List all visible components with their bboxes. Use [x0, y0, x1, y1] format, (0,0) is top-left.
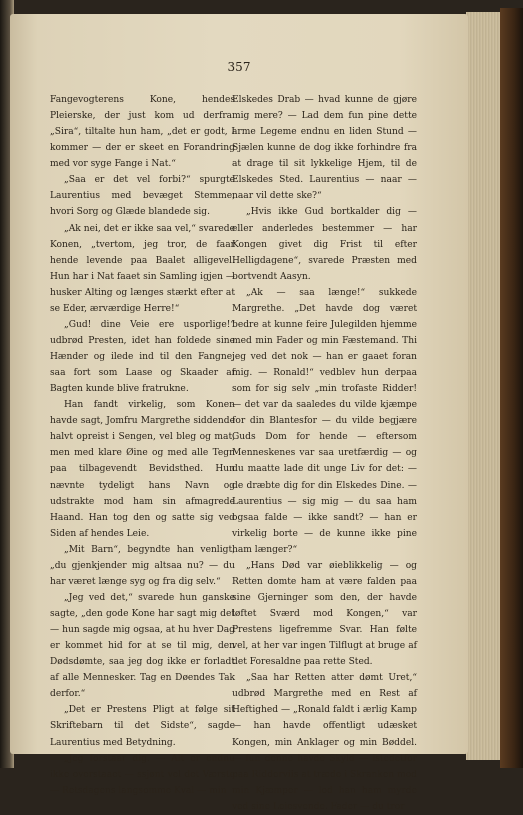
paragraph: „Jeg forstaar dig. — Alt er endnu ikke overstaaet — ssjønt vel det Værste — Retsdagens langsomme Kval — min — [50, 753, 235, 796]
paragraph: „Jeg ved det,“ svarede hun ganske sagte, „den gode Kone har sagt mig det — hun sagde mig ogsaa, at hu hver Dag er kommet hid for at se til mig, den Dødsdømte, saa jeg dog ikke er forladt af alle Mennesker. Tag en Døendes Tak derfor.“ — [50, 592, 235, 700]
paragraph: Fangevogterens Kone, hendes Pleierske, der just kom ud derfra. „Sira“, tiltalte hun ham, „det er godt, I kommer — der er skeet en Forandring med vor syge Fange i Nat.“ — [50, 95, 235, 170]
paragraph: „Gud! dine Veie ere usporlige!“ udbrød Presten, idet han foldede sine Hænder og ilede ind til den Fangne, saa fort som Laase og Skaader af Bagten kunde blive fratrukne. — [50, 319, 235, 395]
book-cover-edge — [500, 8, 523, 768]
paragraph: „Mit Barn“, begyndte han venligt, „du gjenkjender mig altsaa nu? — du har været længe syg og fra dig selv.“ — [50, 544, 235, 587]
paragraph: „Saa har Retten atter dømt Uret,“ udbrød Margrethe med en Rest af Heftighed — „Ronald faldt i ærlig Kamp — han havde offentligt udæsket Kongen, min Anklager og min Bøddel. — fun denne havde Skyld — istedetfor paa Ridderviis at træde i Skranken mod min Kjæmper — lod han ham myrde ved sine Leiesvende. Fader — du tror — [232, 673, 417, 812]
paragraph: „Ak nei, det er ikke saa vel,“ svarede Konen, „tvertom, jeg tror, de faar hende levende paa Baalet alligevel. Hun har i Nat faaet sin Samling igjen — husker Alting og længes stærkt efter at se Eder, ærværdige Herre!“ — [50, 223, 235, 314]
left-text-column — [50, 92, 235, 796]
paragraph: „Hvis ikke Gud bortkalder dig — eller anderledes bestemmer — har Kongen givet dig Frist til efter Helligdagene“, svarede Præsten med bortvendt Aasyn. — [232, 207, 417, 282]
paragraph: „Saa er det vel forbi?“ spurgte Laurentius med bevæget Stemme, hvori Sorg og Glæde blandede sig. — [50, 175, 235, 218]
paragraph: „Hans Død var øieblikkelig — og Retten domte ham at være falden paa sine Gjerninger som den, der havde løftet Sværd mod Kongen,“ var Prestens ligefremme Svar. Han følte vel, at her var ingen Tilflugt at bruge af det Foresaldne paa rette Sted. — [232, 560, 417, 668]
paragraph: Elskedes Drab — hvad kunne de gjøre mig mere? — Lad dem fun pine dette arme Legeme endnu en liden Stund — Sjælen kunne de dog ikke forhindre fra at drage til sit lykkelige Hjem, til de Elskedes Sted. Laurentius — naar — naar vil dette ske?“ — [232, 95, 417, 202]
page-number: 357 — [227, 60, 251, 74]
paragraph: „Det er Prestens Pligt at følge sit Skriftebarn til det Sidste“, sagde Laurentius med Betydning. — [50, 705, 235, 748]
book-page — [10, 14, 468, 812]
paragraph: „Ak — saa længe!“ sukkede Margrethe. „Det havde dog været bedre at kunne feire Julegilden hjemme med min Fader og min Fæstemand. Thi jeg ved det nok — han er gaaet foran mig. — Ronald!“ vedblev hun derpaa som for sig selv „min trofaste Ridder! — det var da saaledes du vilde kjæmpe for din Blantesfor — du vilde begjære Guds Dom for hende — eftersom Menneskenes var saa uretfærdig — og du maatte lade dit unge Liv for det: — de dræbte dig for din Elskedes Dine. — Laurentius — sig mig — du saa ham ogsaa falde — ikke sandt? — han er virkelig borte — de kunne ikke pine ham længer?“ — [232, 287, 417, 555]
right-text-column — [232, 92, 417, 812]
paragraph: Han fandt virkelig, som Konen havde sagt, Jomfru Margrethe siddende halvt opreist i Sengen, vel bleg og mat, men med klare Øine og med alle Tegn paa tilbagevendt Bevidsthed. Hun nævnte tydeligt hans Navn og udstrakte mod ham sin afmagrede Haand. Han tog den og satte sig ved Siden af hendes Leie. — [50, 400, 235, 539]
